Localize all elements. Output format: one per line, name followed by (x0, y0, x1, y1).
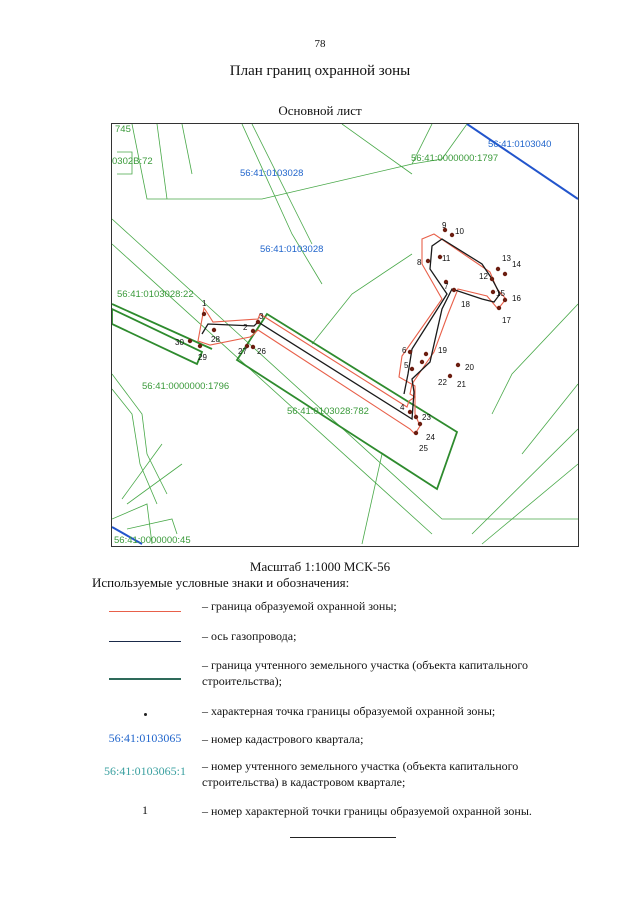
characteristic-point (212, 328, 216, 332)
point-label: 26 (257, 347, 266, 356)
point-label: 27 (238, 347, 247, 356)
characteristic-point (503, 272, 507, 276)
point-label: 11 (442, 254, 451, 263)
point-label: 3 (259, 312, 264, 321)
legend-symbol-parcel-number: 56:41:0103065:1 (103, 764, 186, 778)
characteristic-point (456, 363, 460, 367)
legend-heading: Используемые условные знаки и обозначения: (92, 575, 350, 590)
quarter-label: 56:41:0103040 (488, 139, 552, 150)
legend-symbol-quarter-number: 56:41:0103065 (108, 731, 182, 745)
parcel-label: 56:41:0103028:782 (287, 406, 369, 417)
parcel-label: 745 (115, 124, 131, 135)
point-label: 18 (461, 300, 470, 309)
characteristic-point (424, 352, 428, 356)
street-line (157, 124, 167, 199)
point-label: 21 (457, 380, 466, 389)
legend-desc: – номер кадастрового квартала; (202, 732, 364, 746)
sheet-label: Основной лист (278, 103, 362, 118)
street-line (252, 124, 312, 244)
parcel-label: 56:41:0000000:1797 (411, 153, 499, 164)
legend-symbol-point-number: 1 (142, 803, 148, 817)
point-label: 24 (426, 433, 435, 442)
characteristic-point (491, 290, 495, 294)
point-label: 10 (455, 227, 464, 236)
point-label: 12 (479, 272, 488, 281)
zone-boundary (198, 234, 506, 434)
characteristic-point (408, 350, 412, 354)
legend-desc: – номер характерной точки границы образуемой охранной зоны. (202, 804, 532, 818)
quarter-boundaries (112, 124, 578, 544)
characteristic-point (452, 288, 456, 292)
legend-desc: – ось газопровода; (202, 629, 297, 643)
scale-text: Масштаб 1:1000 МСК-56 (249, 559, 391, 574)
parcel-label: 56:41:0000000:45 (114, 535, 191, 546)
point-label: 25 (419, 444, 428, 453)
legend-symbol-gas-axis (92, 633, 198, 648)
point-label: 13 (502, 254, 511, 263)
boundary-map (112, 124, 578, 546)
legend-symbol-parcel-boundary (92, 671, 198, 686)
parcel-label: 0302В:72 (112, 156, 153, 167)
quarter-label: 56:41:0103028 (260, 244, 324, 255)
point-label: 6 (402, 346, 407, 355)
characteristic-point (420, 360, 424, 364)
point-label: 5 (404, 361, 409, 370)
characteristic-point (408, 410, 412, 414)
point-label: 28 (211, 335, 220, 344)
legend-desc: – характерная точка границы образуемой охранной зоны; (202, 704, 496, 718)
page-number: 78 (314, 38, 326, 50)
characteristic-point (410, 367, 414, 371)
street-line (342, 124, 412, 174)
characteristic-point (414, 431, 418, 435)
parcel-outline (112, 309, 202, 364)
street-line (472, 429, 578, 534)
characteristic-point (198, 344, 202, 348)
map-frame (111, 123, 579, 547)
parcel-outline (112, 304, 212, 349)
street-line (182, 124, 192, 174)
gas-axis-swatch (109, 641, 181, 642)
parcel-label: 56:41:0103028:22 (117, 289, 194, 300)
characteristic-point (426, 259, 430, 263)
page-title: План границ охранной зоны (229, 63, 411, 79)
point-label: 22 (438, 378, 447, 387)
characteristic-point (490, 277, 494, 281)
characteristic-point (202, 312, 206, 316)
street-line (112, 219, 578, 519)
characteristic-point (251, 345, 255, 349)
street-line (242, 124, 322, 284)
characteristic-point (503, 298, 507, 302)
street-line (362, 454, 382, 544)
point-label: 9 (442, 221, 447, 230)
point-dot-icon (144, 713, 147, 716)
characteristic-point (414, 415, 418, 419)
street-line (112, 374, 167, 494)
legend-desc: – граница образуемой охранной зоны; (202, 599, 397, 613)
characteristic-point (188, 339, 192, 343)
characteristic-point (450, 233, 454, 237)
point-label: 1 (202, 299, 207, 308)
legend-symbol-point (92, 705, 198, 720)
legend-desc: – граница учтенного земельного участка (объекта капитального строительства); (202, 658, 529, 688)
point-label: 29 (198, 353, 207, 362)
point-label: 23 (422, 413, 431, 422)
point-label: 20 (465, 363, 474, 372)
street-line (312, 254, 412, 344)
point-label: 15 (496, 289, 505, 298)
point-label: 30 (175, 338, 184, 347)
characteristic-point (251, 329, 255, 333)
characteristic-point (496, 267, 500, 271)
bottom-divider (290, 837, 396, 838)
zone-boundary-swatch (109, 611, 181, 612)
quarter-label: 56:41:0103028 (240, 168, 304, 179)
parcel-outline (237, 314, 457, 489)
quarter-labels (240, 139, 551, 255)
street-line (522, 384, 578, 454)
street-lines (112, 124, 578, 544)
parcel-outlines (112, 304, 457, 489)
characteristic-point (418, 422, 422, 426)
zone-boundary-line (198, 234, 506, 434)
point-label: 2 (243, 323, 248, 332)
parcel-boundary-swatch (109, 678, 181, 680)
point-label: 16 (512, 294, 521, 303)
point-label: 17 (502, 316, 511, 325)
parcel-label: 56:41:0000000:1796 (142, 381, 230, 392)
legend-desc: – номер учтенного земельного участка (объекта капитального строительства) в кадастровом квартале; (202, 759, 519, 789)
street-line (127, 519, 177, 534)
point-label: 4 (400, 403, 405, 412)
legend-symbol-zone-boundary (92, 603, 198, 618)
point-label: 19 (438, 346, 447, 355)
point-label: 14 (512, 260, 521, 269)
point-label: 8 (417, 258, 422, 267)
characteristic-point (448, 374, 452, 378)
street-line (132, 124, 432, 199)
point-label: 7 (444, 282, 449, 291)
characteristic-point (497, 306, 501, 310)
